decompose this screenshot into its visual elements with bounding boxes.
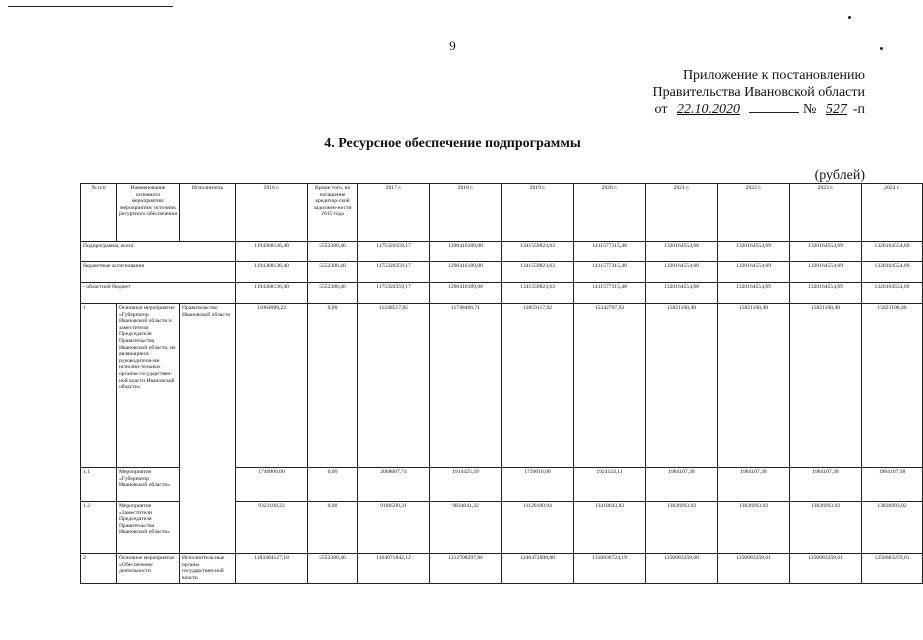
cell-extra: 0,00 [308,468,358,502]
cell-2017: 2068007,74 [358,468,430,502]
cell-2017: 1175320359,17 [358,283,430,304]
decree-number: 527 [825,102,847,117]
row-name: Основное мероприятие «Губернатор Ивановской области и заместители Председателя Правительства Ивановской области, не являющиеся руководителя-ми исполни-тельных органов государствен-ной власти Ивановской области» [117,304,180,468]
header-2019: 2019 г. [502,184,574,242]
section-title: 4. Ресурсное обеспечение подпрограммы [324,136,581,151]
table-row [81,242,923,262]
cell-2016: 1183304127,18 [236,554,308,584]
row-num: 1.1 [81,468,117,502]
row-num: 1.2 [81,502,117,554]
header-2023: 2023 г. [790,184,862,242]
decree-date: 22.10.2020 [676,102,740,117]
cell-2020: 13418643,82 [574,502,646,554]
cell-2016: 1740900,00 [236,468,308,502]
row-label: - областной бюджет [81,283,236,304]
cell-2024: 1984107,38 [862,468,923,502]
table-row [81,283,923,304]
cell-2023: 1250683259,61 [790,554,862,584]
cell-2023: 1984107,38 [790,468,862,502]
row-num: 2 [81,554,117,584]
cell-2024: 1320164554,69 [862,262,923,283]
cell-2021: 1320164554,68 [646,242,718,262]
cell-2022: 1320164554,69 [718,283,790,304]
table-header-row [81,184,923,242]
cell-2020: 1411577315,48 [574,283,646,304]
cell-2018: 1212708297,86 [430,554,502,584]
cell-2023: 1320164554,69 [790,262,862,283]
cell-2019: 1341559823,63 [502,262,574,283]
appendix-block [653,67,865,118]
number-label: № [802,102,817,117]
cell-2022: 1250683259,61 [718,554,790,584]
table-row [81,262,923,283]
header-num: № п/п [81,184,117,242]
cell-2023: 1320164554,69 [790,283,862,304]
cell-2022: 1320164554,69 [718,262,790,283]
header-name: Наименование основного мероприятия/ мероприятия/ источник ресурсного обеспечения [117,184,180,242]
cell-2016: 1194368136,40 [236,262,308,283]
cell-2021: 13836993,02 [646,502,718,554]
row-executor: Правительство Ивановской области [180,304,236,554]
resource-table [80,183,923,584]
cell-2017: 1175320359,17 [358,262,430,283]
cell-2020: 1310836724,19 [574,554,646,584]
cell-2019: 1341559823,63 [502,283,574,304]
cell-2017: 9180509,31 [358,502,430,554]
cell-2021: 1250683259,60 [646,554,718,584]
appendix-line-1: Приложение к постановлению [682,68,865,83]
cell-2016: 9323109,22 [236,502,308,554]
cell-2017: 11248517,05 [358,304,430,468]
header-2017: 2017 г. [358,184,430,242]
cell-2022: 15821100,40 [718,304,790,468]
cell-2016: 11064009,22 [236,304,308,468]
row-label: бюджетные ассигнования [81,262,236,283]
top-rule [8,6,173,7]
row-label: Подпрограмма, всего [81,242,236,262]
appendix-line-3 [653,101,865,118]
cell-extra: 5552380,46 [308,283,358,304]
cell-2019: 1246472898,80 [502,554,574,584]
cell-extra: 0,00 [308,502,358,554]
header-2018: 2018 г. [430,184,502,242]
cell-2018: 1296416189,00 [430,283,502,304]
cell-2022: 13836993,02 [718,502,790,554]
unit-label: (рублей) [814,168,865,183]
header-executor: Исполнитель [180,184,236,242]
cell-2021: 1320164554,68 [646,283,718,304]
cell-2017: 1164071842,12 [358,554,430,584]
header-2021: 2021 г. [646,184,718,242]
cell-2022: 1320164554,69 [718,242,790,262]
header-2016: 2016 г. [236,184,308,242]
header-2022: 2022 г. [718,184,790,242]
cell-2024: 15821100,40 [862,304,923,468]
cell-extra: 5552380,46 [308,242,358,262]
cell-2020: 1411577315,48 [574,242,646,262]
cell-2016: 1194368136,40 [236,242,308,262]
cell-2020: 15342767,93 [574,304,646,468]
scan-speck [848,16,851,19]
cell-2020: 1924124,11 [574,468,646,502]
cell-2018: 11748466,71 [430,304,502,468]
cell-2016: 1194368136,40 [236,283,308,304]
cell-2021: 1984107,38 [646,468,718,502]
cell-2018: 1914425,39 [430,468,502,502]
table-row [81,304,923,468]
cell-2017: 1175320359,17 [358,242,430,262]
cell-2018: 1296416189,00 [430,262,502,283]
row-num: 1 [81,304,117,468]
cell-2024: 1250683259,61 [862,554,923,584]
cell-2019: 1739016,08 [502,468,574,502]
cell-2024: 13836993,02 [862,502,923,554]
header-2024: 2024 г. [862,184,923,242]
table-row [81,554,923,584]
cell-2023: 13836993,02 [790,502,862,554]
cell-2021: 1320164554,68 [646,262,718,283]
cell-2021: 15821100,40 [646,304,718,468]
header-2020: 2020 г. [574,184,646,242]
date-underline [749,112,799,113]
cell-2023: 1320164554,69 [790,242,862,262]
cell-2018: 9834041,32 [430,502,502,554]
cell-2019: 11120100,94 [502,502,574,554]
cell-2022: 1984107,38 [718,468,790,502]
appendix-line-2: Правительства Ивановской области [652,85,865,100]
row-name: Мероприятие «Губернатор Ивановской области» [117,468,180,502]
from-label: от [654,102,668,117]
page-number: 9 [449,38,456,53]
cell-2018: 1296416189,00 [430,242,502,262]
cell-2024: 1320164554,69 [862,242,923,262]
cell-2024: 1320164554,69 [862,283,923,304]
row-name: Основное мероприятие «Обеспечение деятельности [117,554,180,584]
cell-extra: 0,00 [308,304,358,468]
cell-2020: 1411577315,48 [574,262,646,283]
row-executor: Исполнитель-ные органы государствен-ной власти [180,554,236,584]
row-name: Мероприятие «Заместители Председателя Правительства Ивановской области» [117,502,180,554]
cell-2019: 12859117,02 [502,304,574,468]
number-suffix: -п [852,102,865,117]
cell-extra: 5552380,46 [308,554,358,584]
cell-extra: 5552380,46 [308,262,358,283]
header-extra: Кроме того, на погашение кредитор-ской задолжен-ности 2015 года [308,184,358,242]
cell-2019: 1341559823,63 [502,242,574,262]
cell-2023: 15821100,40 [790,304,862,468]
